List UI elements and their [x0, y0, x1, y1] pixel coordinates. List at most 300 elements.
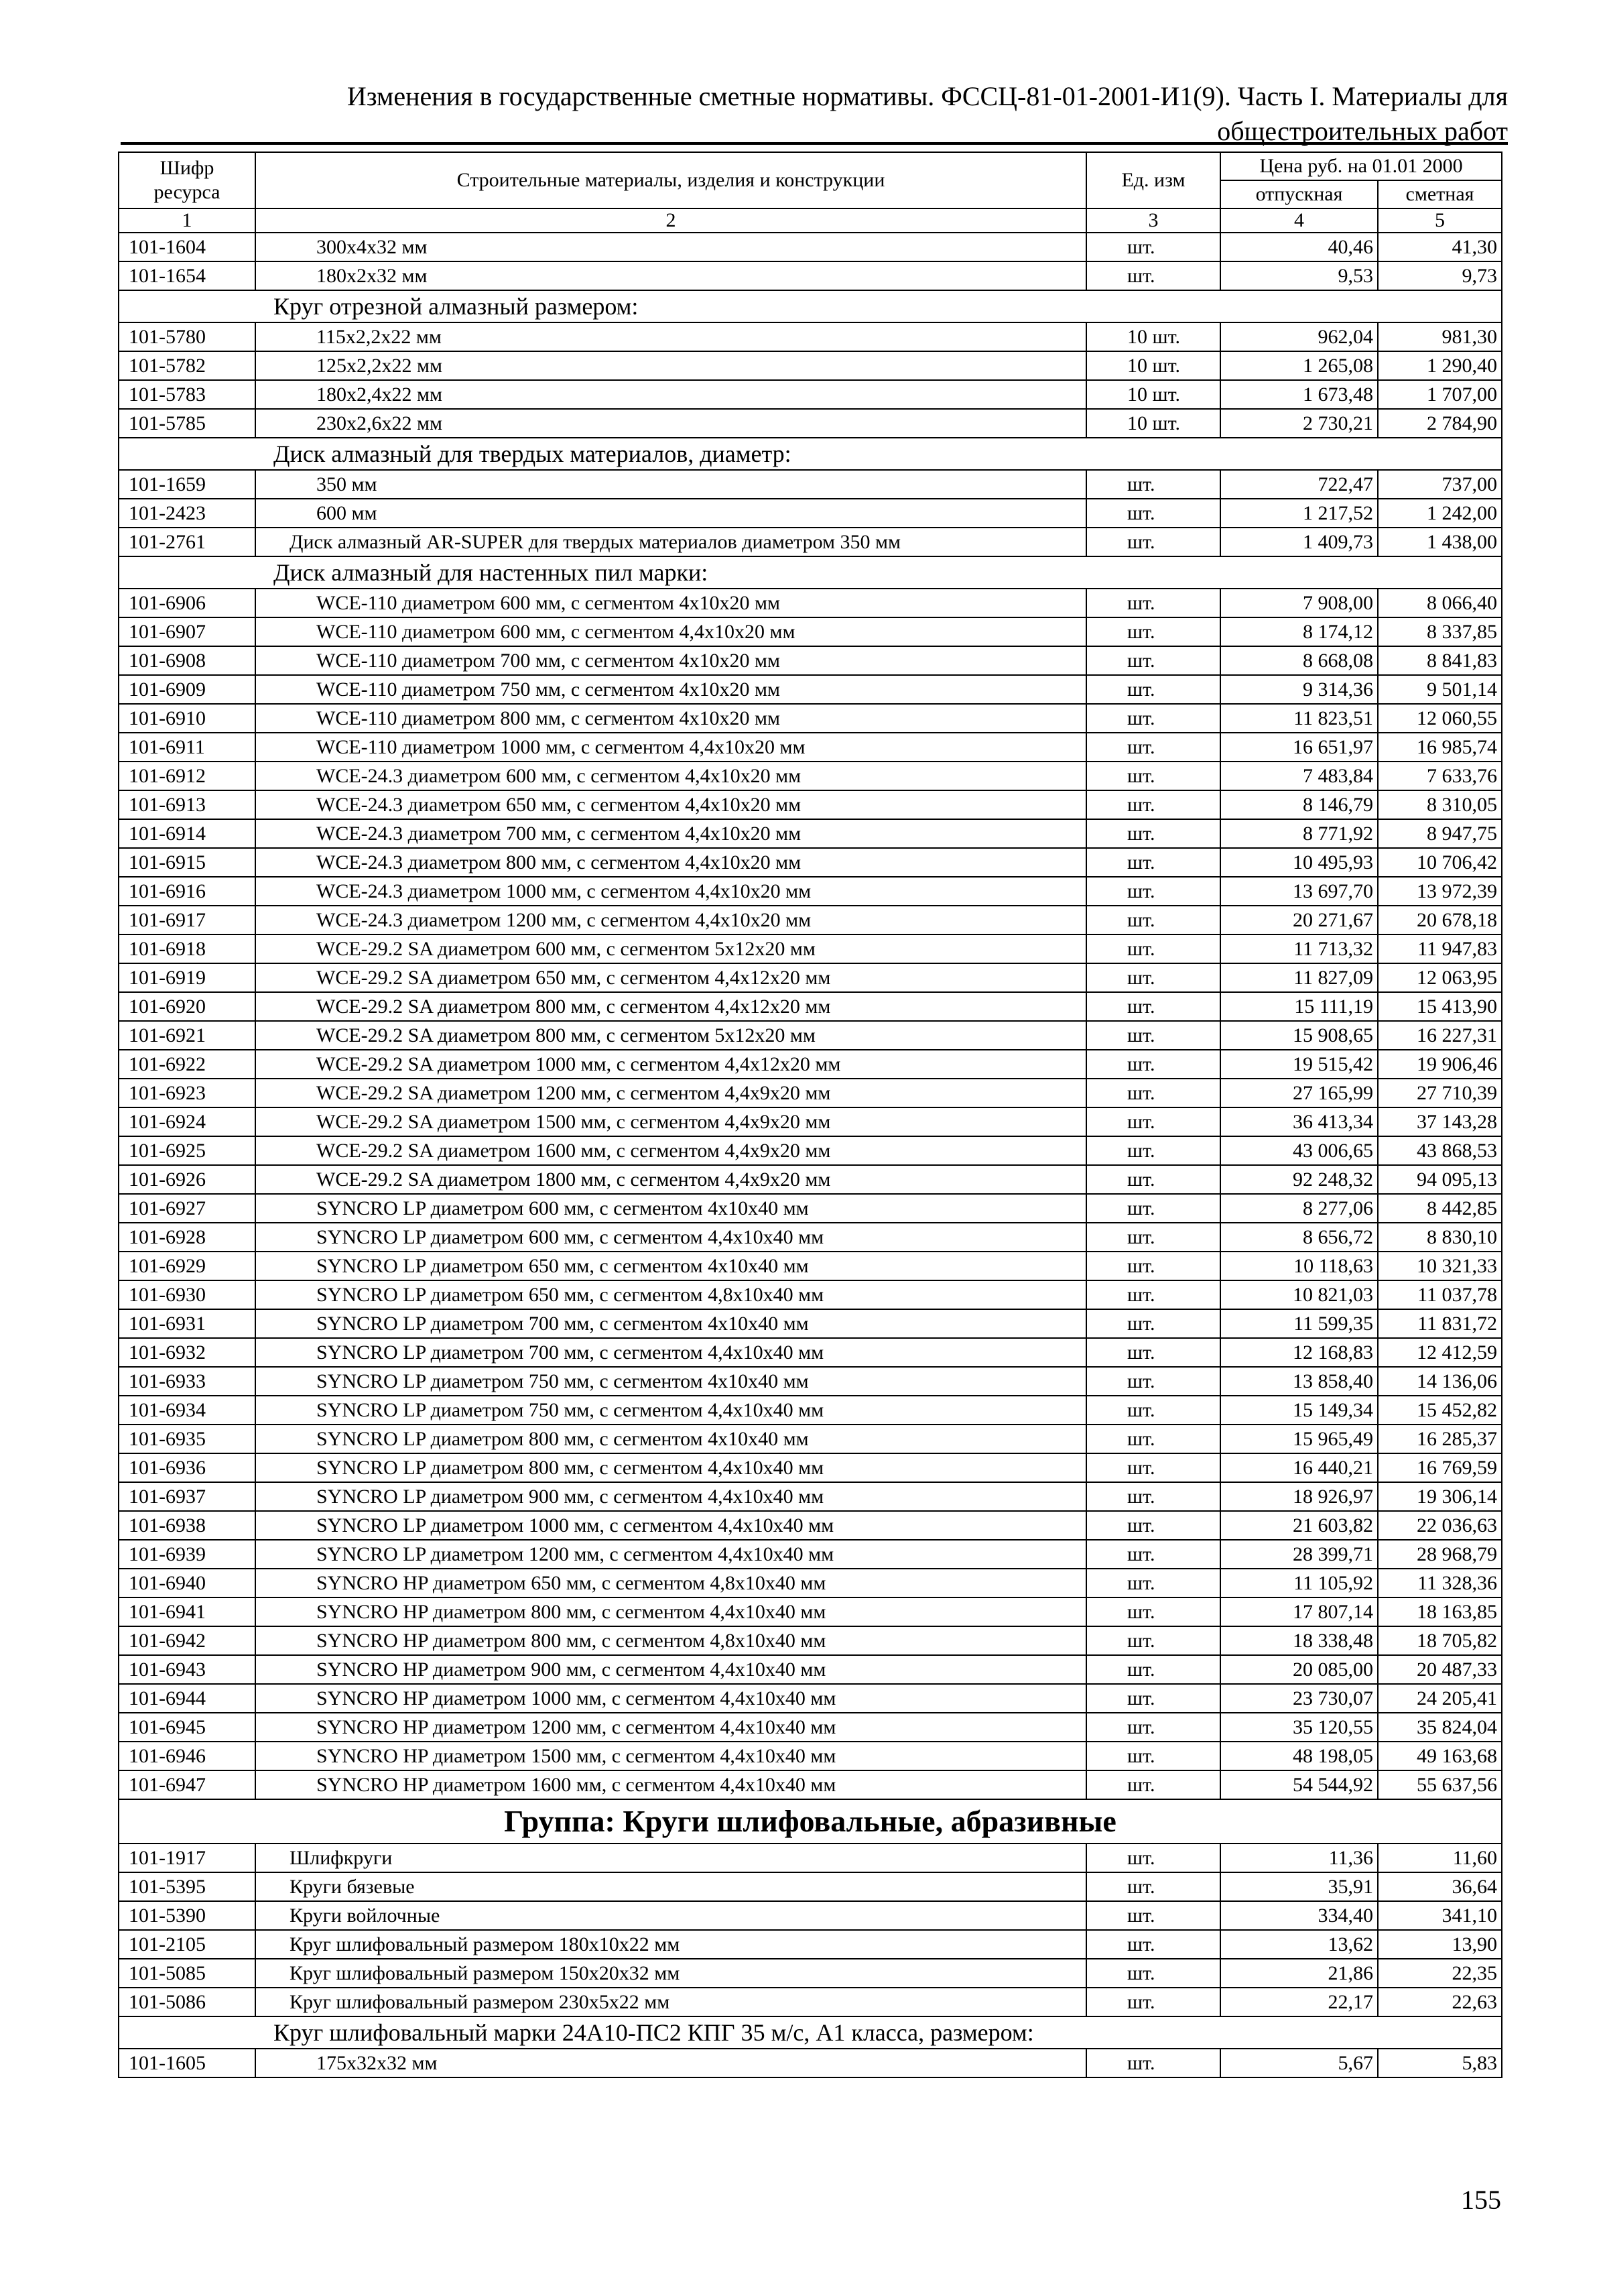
cell-estimate-price: 18 705,82 — [1378, 1626, 1502, 1655]
cell-name: SYNCRO LP диаметром 600 мм, с сегментом 4x10x40 мм — [255, 1194, 1086, 1223]
table-row — [119, 762, 1502, 790]
cell-name: Круги войлочные — [255, 1901, 1086, 1930]
table-row — [119, 1742, 1502, 1770]
cell-unit: шт. — [1086, 1655, 1220, 1684]
cell-estimate-price: 20 487,33 — [1378, 1655, 1502, 1684]
table-row — [119, 848, 1502, 877]
table-row — [119, 1684, 1502, 1713]
cell-code: 101-6919 — [119, 963, 255, 992]
cell-release-price: 11 105,92 — [1220, 1569, 1378, 1597]
cell-release-price: 43 006,65 — [1220, 1136, 1378, 1165]
cell-estimate-price: 11 947,83 — [1378, 934, 1502, 963]
cell-name: SYNCRO LP диаметром 800 мм, с сегментом 4,4x10x40 мм — [255, 1453, 1086, 1482]
cell-estimate-price: 16 769,59 — [1378, 1453, 1502, 1482]
cell-release-price: 48 198,05 — [1220, 1742, 1378, 1770]
cell-estimate-price: 35 824,04 — [1378, 1713, 1502, 1742]
col-header-estimate: сметная — [1378, 180, 1502, 208]
cell-unit: шт. — [1086, 1901, 1220, 1930]
cell-name: 180x2x32 мм — [255, 261, 1086, 290]
cell-release-price: 15 111,19 — [1220, 992, 1378, 1021]
cell-unit: 10 шт. — [1086, 351, 1220, 380]
cell-unit: шт. — [1086, 1930, 1220, 1959]
cell-estimate-price: 341,10 — [1378, 1901, 1502, 1930]
cell-unit: шт. — [1086, 1165, 1220, 1194]
cell-estimate-price: 41,30 — [1378, 233, 1502, 261]
cell-estimate-price: 9 501,14 — [1378, 675, 1502, 704]
cell-release-price: 13,62 — [1220, 1930, 1378, 1959]
cell-estimate-price: 5,83 — [1378, 2049, 1502, 2077]
cell-release-price: 10 495,93 — [1220, 848, 1378, 877]
cell-unit: шт. — [1086, 704, 1220, 733]
cell-code: 101-6927 — [119, 1194, 255, 1223]
cell-estimate-price: 15 452,82 — [1378, 1396, 1502, 1425]
subheading-text: Диск алмазный для твердых материалов, диаметр: — [119, 438, 1502, 470]
cell-name: 115x2,2x22 мм — [255, 322, 1086, 351]
cell-unit: шт. — [1086, 1079, 1220, 1107]
cell-unit: шт. — [1086, 261, 1220, 290]
cell-code: 101-6924 — [119, 1107, 255, 1136]
cell-unit: шт. — [1086, 1107, 1220, 1136]
cell-estimate-price: 8 947,75 — [1378, 819, 1502, 848]
cell-estimate-price: 22,35 — [1378, 1959, 1502, 1988]
table-row — [119, 233, 1502, 261]
cell-unit: шт. — [1086, 848, 1220, 877]
col-number: 5 — [1378, 208, 1502, 233]
cell-code: 101-6931 — [119, 1309, 255, 1338]
cell-estimate-price: 94 095,13 — [1378, 1165, 1502, 1194]
cell-estimate-price: 36,64 — [1378, 1872, 1502, 1901]
cell-code: 101-6936 — [119, 1453, 255, 1482]
cell-name: WCE-24.3 диаметром 1200 мм, с сегментом 4,4x10x20 мм — [255, 906, 1086, 934]
cell-unit: шт. — [1086, 906, 1220, 934]
cell-estimate-price: 8 830,10 — [1378, 1223, 1502, 1252]
cell-name: Круг шлифовальный размером 150x20x32 мм — [255, 1959, 1086, 1988]
subheading-row — [119, 2016, 1502, 2049]
table-row — [119, 1021, 1502, 1050]
cell-release-price: 40,46 — [1220, 233, 1378, 261]
cell-unit: 10 шт. — [1086, 409, 1220, 438]
cell-code: 101-1659 — [119, 470, 255, 499]
cell-code: 101-6909 — [119, 675, 255, 704]
cell-unit: шт. — [1086, 1050, 1220, 1079]
cell-unit: шт. — [1086, 1396, 1220, 1425]
col-number: 1 — [119, 208, 255, 233]
table-row — [119, 819, 1502, 848]
cell-release-price: 22,17 — [1220, 1988, 1378, 2016]
cell-release-price: 11 599,35 — [1220, 1309, 1378, 1338]
table-row — [119, 499, 1502, 528]
cell-release-price: 8 277,06 — [1220, 1194, 1378, 1223]
table-row — [119, 1988, 1502, 2016]
cell-code: 101-1605 — [119, 2049, 255, 2077]
cell-name: SYNCRO LP диаметром 650 мм, с сегментом 4,8x10x40 мм — [255, 1280, 1086, 1309]
cell-unit: шт. — [1086, 963, 1220, 992]
cell-name: 125x2,2x22 мм — [255, 351, 1086, 380]
cell-release-price: 23 730,07 — [1220, 1684, 1378, 1713]
cell-estimate-price: 11 831,72 — [1378, 1309, 1502, 1338]
cell-name: Диск алмазный AR-SUPER для твердых материалов диаметром 350 мм — [255, 528, 1086, 556]
table-row — [119, 322, 1502, 351]
header-subtitle: общестроительных работ — [1217, 116, 1508, 146]
cell-unit: шт. — [1086, 617, 1220, 646]
table-row — [119, 1252, 1502, 1280]
page-header — [121, 79, 1508, 149]
cell-code: 101-6918 — [119, 934, 255, 963]
cell-release-price: 8 656,72 — [1220, 1223, 1378, 1252]
cell-release-price: 17 807,14 — [1220, 1597, 1378, 1626]
table-row — [119, 261, 1502, 290]
subheading-row — [119, 438, 1502, 470]
cell-name: WCE-24.3 диаметром 700 мм, с сегментом 4,4x10x20 мм — [255, 819, 1086, 848]
table-row — [119, 1569, 1502, 1597]
cell-estimate-price: 8 066,40 — [1378, 589, 1502, 617]
cell-estimate-price: 18 163,85 — [1378, 1597, 1502, 1626]
cell-unit: шт. — [1086, 1959, 1220, 1988]
cell-release-price: 2 730,21 — [1220, 409, 1378, 438]
table-row — [119, 1107, 1502, 1136]
table-row — [119, 528, 1502, 556]
cell-estimate-price: 12 060,55 — [1378, 704, 1502, 733]
cell-code: 101-1917 — [119, 1844, 255, 1872]
cell-name: Круг шлифовальный размером 230x5x22 мм — [255, 1988, 1086, 2016]
cell-name: WCE-110 диаметром 750 мм, с сегментом 4x10x20 мм — [255, 675, 1086, 704]
cell-estimate-price: 10 706,42 — [1378, 848, 1502, 877]
table-row — [119, 704, 1502, 733]
cell-release-price: 21,86 — [1220, 1959, 1378, 1988]
cell-unit: шт. — [1086, 1988, 1220, 2016]
cell-name: WCE-110 диаметром 700 мм, с сегментом 4x10x20 мм — [255, 646, 1086, 675]
table-row — [119, 675, 1502, 704]
table-row — [119, 1626, 1502, 1655]
table-row — [119, 1482, 1502, 1511]
cell-name: WCE-110 диаметром 600 мм, с сегментом 4,4x10x20 мм — [255, 617, 1086, 646]
cell-release-price: 11 827,09 — [1220, 963, 1378, 992]
cell-estimate-price: 12 063,95 — [1378, 963, 1502, 992]
cell-release-price: 19 515,42 — [1220, 1050, 1378, 1079]
cell-code: 101-6946 — [119, 1742, 255, 1770]
cell-code: 101-5086 — [119, 1988, 255, 2016]
col-header-price: Цена руб. на 01.01 2000 — [1220, 152, 1502, 180]
cell-release-price: 10 118,63 — [1220, 1252, 1378, 1280]
cell-release-price: 15 149,34 — [1220, 1396, 1378, 1425]
cell-unit: шт. — [1086, 819, 1220, 848]
cell-unit: шт. — [1086, 2049, 1220, 2077]
cell-code: 101-6913 — [119, 790, 255, 819]
cell-release-price: 5,67 — [1220, 2049, 1378, 2077]
cell-name: 180x2,4x22 мм — [255, 380, 1086, 409]
cell-name: WCE-29.2 SA диаметром 600 мм, с сегментом 5x12x20 мм — [255, 934, 1086, 963]
cell-unit: шт. — [1086, 1597, 1220, 1626]
table-row — [119, 1844, 1502, 1872]
cell-code: 101-6932 — [119, 1338, 255, 1367]
cell-release-price: 16 651,97 — [1220, 733, 1378, 762]
cell-name: SYNCRO LP диаметром 700 мм, с сегментом 4x10x40 мм — [255, 1309, 1086, 1338]
table-row — [119, 380, 1502, 409]
cell-release-price: 12 168,83 — [1220, 1338, 1378, 1367]
cell-estimate-price: 13,90 — [1378, 1930, 1502, 1959]
cell-code: 101-5785 — [119, 409, 255, 438]
cell-name: Круг шлифовальный размером 180x10x22 мм — [255, 1930, 1086, 1959]
cell-name: SYNCRO HP диаметром 800 мм, с сегментом 4,8x10x40 мм — [255, 1626, 1086, 1655]
cell-release-price: 21 603,82 — [1220, 1511, 1378, 1540]
cell-code: 101-5780 — [119, 322, 255, 351]
cell-code: 101-6920 — [119, 992, 255, 1021]
cell-estimate-price: 981,30 — [1378, 322, 1502, 351]
cell-code: 101-6944 — [119, 1684, 255, 1713]
cell-release-price: 7 908,00 — [1220, 589, 1378, 617]
cell-name: 230x2,6x22 мм — [255, 409, 1086, 438]
subheading-text: Диск алмазный для настенных пил марки: — [119, 556, 1502, 589]
cell-code: 101-5782 — [119, 351, 255, 380]
cell-unit: шт. — [1086, 1742, 1220, 1770]
cell-unit: шт. — [1086, 1713, 1220, 1742]
cell-code: 101-6935 — [119, 1425, 255, 1453]
table-body — [119, 233, 1502, 2077]
table-row — [119, 1194, 1502, 1223]
table-row — [119, 1901, 1502, 1930]
cell-unit: шт. — [1086, 790, 1220, 819]
cell-estimate-price: 14 136,06 — [1378, 1367, 1502, 1396]
cell-estimate-price: 12 412,59 — [1378, 1338, 1502, 1367]
cell-code: 101-6907 — [119, 617, 255, 646]
cell-unit: шт. — [1086, 470, 1220, 499]
cell-release-price: 10 821,03 — [1220, 1280, 1378, 1309]
cell-estimate-price: 15 413,90 — [1378, 992, 1502, 1021]
cell-estimate-price: 13 972,39 — [1378, 877, 1502, 906]
table-row — [119, 409, 1502, 438]
cell-code: 101-6917 — [119, 906, 255, 934]
cell-release-price: 20 271,67 — [1220, 906, 1378, 934]
cell-unit: шт. — [1086, 1453, 1220, 1482]
cell-estimate-price: 737,00 — [1378, 470, 1502, 499]
col-header-name: Строительные материалы, изделия и конструкции — [255, 152, 1086, 208]
cell-name: WCE-29.2 SA диаметром 1800 мм, с сегментом 4,4x9x20 мм — [255, 1165, 1086, 1194]
table-row — [119, 1930, 1502, 1959]
cell-unit: 10 шт. — [1086, 380, 1220, 409]
cell-unit: шт. — [1086, 1136, 1220, 1165]
cell-name: WCE-29.2 SA диаметром 650 мм, с сегментом 4,4x12x20 мм — [255, 963, 1086, 992]
cell-name: SYNCRO LP диаметром 1200 мм, с сегментом 4,4x10x40 мм — [255, 1540, 1086, 1569]
cell-release-price: 8 771,92 — [1220, 819, 1378, 848]
cell-release-price: 9 314,36 — [1220, 675, 1378, 704]
cell-code: 101-6942 — [119, 1626, 255, 1655]
cell-unit: шт. — [1086, 1021, 1220, 1050]
cell-name: SYNCRO LP диаметром 700 мм, с сегментом 4,4x10x40 мм — [255, 1338, 1086, 1367]
cell-unit: шт. — [1086, 499, 1220, 528]
price-table-wrapper — [118, 152, 1501, 2078]
cell-unit: шт. — [1086, 1280, 1220, 1309]
table-row — [119, 1280, 1502, 1309]
cell-code: 101-6925 — [119, 1136, 255, 1165]
cell-code: 101-6929 — [119, 1252, 255, 1280]
cell-name: 175x32x32 мм — [255, 2049, 1086, 2077]
cell-estimate-price: 1 242,00 — [1378, 499, 1502, 528]
cell-estimate-price: 8 442,85 — [1378, 1194, 1502, 1223]
col-number: 4 — [1220, 208, 1378, 233]
table-row — [119, 617, 1502, 646]
table-row — [119, 646, 1502, 675]
cell-release-price: 9,53 — [1220, 261, 1378, 290]
cell-name: SYNCRO LP диаметром 750 мм, с сегментом 4x10x40 мм — [255, 1367, 1086, 1396]
cell-release-price: 35 120,55 — [1220, 1713, 1378, 1742]
cell-code: 101-6926 — [119, 1165, 255, 1194]
cell-code: 101-6934 — [119, 1396, 255, 1425]
cell-unit: шт. — [1086, 762, 1220, 790]
cell-code: 101-6930 — [119, 1280, 255, 1309]
cell-estimate-price: 16 285,37 — [1378, 1425, 1502, 1453]
cell-unit: шт. — [1086, 1684, 1220, 1713]
cell-estimate-price: 19 306,14 — [1378, 1482, 1502, 1511]
cell-code: 101-6947 — [119, 1770, 255, 1799]
cell-estimate-price: 10 321,33 — [1378, 1252, 1502, 1280]
cell-code: 101-5395 — [119, 1872, 255, 1901]
cell-release-price: 20 085,00 — [1220, 1655, 1378, 1684]
cell-release-price: 11 823,51 — [1220, 704, 1378, 733]
cell-estimate-price: 20 678,18 — [1378, 906, 1502, 934]
table-row — [119, 589, 1502, 617]
subheading-text: Круг отрезной алмазный размером: — [119, 290, 1502, 322]
cell-name: 300x4x32 мм — [255, 233, 1086, 261]
cell-name: SYNCRO LP диаметром 650 мм, с сегментом 4x10x40 мм — [255, 1252, 1086, 1280]
cell-code: 101-6941 — [119, 1597, 255, 1626]
cell-estimate-price: 37 143,28 — [1378, 1107, 1502, 1136]
cell-name: WCE-110 диаметром 1000 мм, с сегментом 4,4x10x20 мм — [255, 733, 1086, 762]
col-header-code: Шифр ресурса — [119, 152, 255, 208]
group-heading-text: Группа: Круги шлифовальные, абразивные — [119, 1799, 1502, 1844]
cell-estimate-price: 16 227,31 — [1378, 1021, 1502, 1050]
cell-code: 101-6938 — [119, 1511, 255, 1540]
cell-estimate-price: 27 710,39 — [1378, 1079, 1502, 1107]
table-row — [119, 1597, 1502, 1626]
table-row — [119, 733, 1502, 762]
cell-unit: шт. — [1086, 1194, 1220, 1223]
col-header-release: отпускная — [1220, 180, 1378, 208]
cell-name: SYNCRO HP диаметром 1200 мм, с сегментом 4,4x10x40 мм — [255, 1713, 1086, 1742]
cell-name: WCE-29.2 SA диаметром 1000 мм, с сегментом 4,4x12x20 мм — [255, 1050, 1086, 1079]
subheading-row — [119, 290, 1502, 322]
cell-release-price: 28 399,71 — [1220, 1540, 1378, 1569]
cell-code: 101-6945 — [119, 1713, 255, 1742]
cell-unit: шт. — [1086, 1626, 1220, 1655]
cell-code: 101-6915 — [119, 848, 255, 877]
cell-release-price: 18 338,48 — [1220, 1626, 1378, 1655]
cell-code: 101-6910 — [119, 704, 255, 733]
table-row — [119, 1453, 1502, 1482]
table-row — [119, 963, 1502, 992]
cell-name: WCE-110 диаметром 600 мм, с сегментом 4x10x20 мм — [255, 589, 1086, 617]
cell-release-price: 15 965,49 — [1220, 1425, 1378, 1453]
cell-release-price: 722,47 — [1220, 470, 1378, 499]
table-row — [119, 1872, 1502, 1901]
cell-name: SYNCRO HP диаметром 1000 мм, с сегментом 4,4x10x40 мм — [255, 1684, 1086, 1713]
cell-code: 101-6906 — [119, 589, 255, 617]
cell-unit: шт. — [1086, 1338, 1220, 1367]
col-header-unit: Ед. изм — [1086, 152, 1220, 208]
cell-release-price: 13 697,70 — [1220, 877, 1378, 906]
cell-unit: шт. — [1086, 992, 1220, 1021]
cell-release-price: 962,04 — [1220, 322, 1378, 351]
cell-estimate-price: 2 784,90 — [1378, 409, 1502, 438]
cell-release-price: 13 858,40 — [1220, 1367, 1378, 1396]
cell-name: WCE-24.3 диаметром 650 мм, с сегментом 4,4x10x20 мм — [255, 790, 1086, 819]
cell-unit: шт. — [1086, 233, 1220, 261]
col-number: 3 — [1086, 208, 1220, 233]
cell-name: SYNCRO HP диаметром 1500 мм, с сегментом 4,4x10x40 мм — [255, 1742, 1086, 1770]
cell-estimate-price: 28 968,79 — [1378, 1540, 1502, 1569]
cell-release-price: 1 265,08 — [1220, 351, 1378, 380]
cell-estimate-price: 8 310,05 — [1378, 790, 1502, 819]
cell-estimate-price: 16 985,74 — [1378, 733, 1502, 762]
cell-estimate-price: 1 438,00 — [1378, 528, 1502, 556]
cell-release-price: 16 440,21 — [1220, 1453, 1378, 1482]
cell-estimate-price: 9,73 — [1378, 261, 1502, 290]
cell-name: SYNCRO LP диаметром 750 мм, с сегментом 4,4x10x40 мм — [255, 1396, 1086, 1425]
cell-estimate-price: 8 337,85 — [1378, 617, 1502, 646]
cell-release-price: 92 248,32 — [1220, 1165, 1378, 1194]
cell-code: 101-1604 — [119, 233, 255, 261]
table-row — [119, 1540, 1502, 1569]
cell-code: 101-6908 — [119, 646, 255, 675]
cell-code: 101-2105 — [119, 1930, 255, 1959]
cell-estimate-price: 1 290,40 — [1378, 351, 1502, 380]
cell-release-price: 1 409,73 — [1220, 528, 1378, 556]
cell-name: SYNCRO LP диаметром 1000 мм, с сегментом 4,4x10x40 мм — [255, 1511, 1086, 1540]
cell-code: 101-6911 — [119, 733, 255, 762]
cell-name: WCE-24.3 диаметром 1000 мм, с сегментом 4,4x10x20 мм — [255, 877, 1086, 906]
cell-code: 101-6928 — [119, 1223, 255, 1252]
table-row — [119, 1655, 1502, 1684]
cell-estimate-price: 22 036,63 — [1378, 1511, 1502, 1540]
cell-release-price: 36 413,34 — [1220, 1107, 1378, 1136]
cell-unit: шт. — [1086, 589, 1220, 617]
cell-unit: 10 шт. — [1086, 322, 1220, 351]
cell-name: SYNCRO LP диаметром 900 мм, с сегментом 4,4x10x40 мм — [255, 1482, 1086, 1511]
cell-release-price: 7 483,84 — [1220, 762, 1378, 790]
cell-name: WCE-29.2 SA диаметром 800 мм, с сегментом 5x12x20 мм — [255, 1021, 1086, 1050]
table-row — [119, 1959, 1502, 1988]
cell-unit: шт. — [1086, 1223, 1220, 1252]
table-row — [119, 1713, 1502, 1742]
subheading-text: Круг шлифовальный марки 24А10-ПС2 КПГ 35 м/с, А1 класса, размером: — [119, 2016, 1502, 2049]
cell-release-price: 27 165,99 — [1220, 1079, 1378, 1107]
table-row — [119, 2049, 1502, 2077]
cell-code: 101-6940 — [119, 1569, 255, 1597]
cell-name: Шлифкруги — [255, 1844, 1086, 1872]
cell-code: 101-6921 — [119, 1021, 255, 1050]
cell-release-price: 334,40 — [1220, 1901, 1378, 1930]
cell-estimate-price: 49 163,68 — [1378, 1742, 1502, 1770]
cell-release-price: 11,36 — [1220, 1844, 1378, 1872]
price-table — [118, 152, 1502, 2078]
table-row — [119, 1223, 1502, 1252]
cell-release-price: 8 174,12 — [1220, 617, 1378, 646]
table-row — [119, 1309, 1502, 1338]
cell-code: 101-6916 — [119, 877, 255, 906]
cell-code: 101-6914 — [119, 819, 255, 848]
cell-unit: шт. — [1086, 1367, 1220, 1396]
table-row — [119, 1511, 1502, 1540]
cell-code: 101-5390 — [119, 1901, 255, 1930]
cell-unit: шт. — [1086, 1482, 1220, 1511]
cell-estimate-price: 11 037,78 — [1378, 1280, 1502, 1309]
cell-code: 101-6943 — [119, 1655, 255, 1684]
cell-code: 101-6912 — [119, 762, 255, 790]
cell-code: 101-2423 — [119, 499, 255, 528]
cell-name: SYNCRO HP диаметром 800 мм, с сегментом 4,4x10x40 мм — [255, 1597, 1086, 1626]
cell-estimate-price: 24 205,41 — [1378, 1684, 1502, 1713]
table-row — [119, 470, 1502, 499]
cell-name: SYNCRO LP диаметром 600 мм, с сегментом 4,4x10x40 мм — [255, 1223, 1086, 1252]
